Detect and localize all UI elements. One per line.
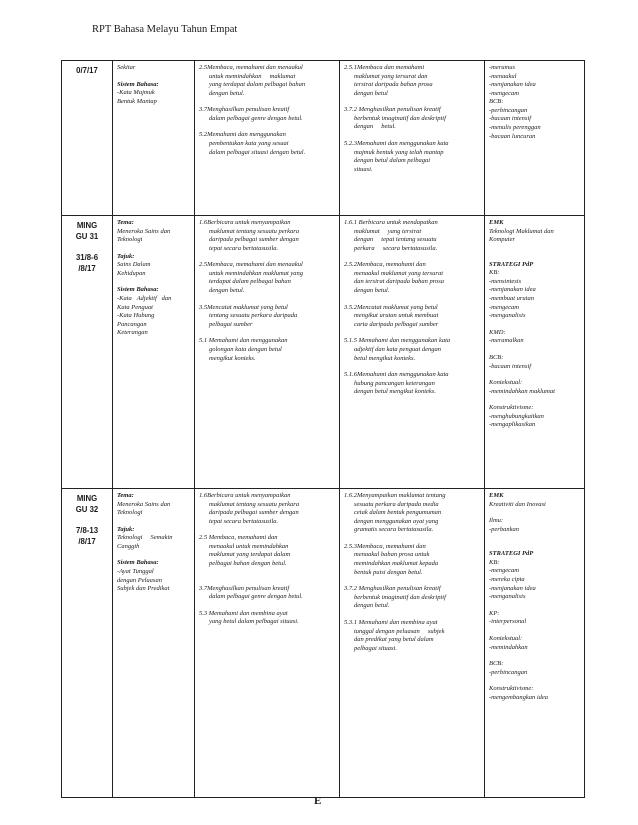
cell-text-line: -Kata Hubung (117, 312, 155, 320)
cell-text-line: KMD: (489, 328, 506, 336)
standard-kandungan-cell (195, 61, 340, 216)
cell-text-line: KB: (489, 269, 500, 277)
week-label: MING (76, 494, 98, 503)
standard-pembelajaran-cell (340, 61, 485, 216)
cell-text-line: maklumat tentang sesuatu perkara (209, 227, 300, 235)
cell-text-line: dalam pelbagai genre dengan betul. (209, 593, 303, 601)
standard-pembelajaran-cell (340, 489, 485, 798)
line-gap (489, 542, 580, 550)
cell-text-line: dengan betul. (209, 89, 245, 97)
cell-text-line: -perbincangan (489, 106, 528, 114)
cell-text-line: menaakul bahan prosa untuk (354, 551, 430, 559)
cell-text-line: 3.5.2Mencatat maklumat yang betul (344, 303, 438, 311)
cell-text-line: Keterangan (117, 329, 148, 337)
cell-text-line: majmuk bentuk yang telah mantap (354, 148, 444, 156)
cell-text-line: 5.3 Memahami dan membina ayat (199, 609, 288, 617)
week-cell (62, 489, 113, 798)
cell-heading: Sistem Bahasa: (117, 559, 159, 567)
cell-text-line: 1.6.2Menyampaikan maklumat tentang (344, 492, 446, 499)
line-gap (344, 363, 480, 371)
cell-text-line: tunggal dengan peluasan subjek (354, 627, 445, 635)
cell-text-line: dalam pelbagai situasi dengan betul. (209, 148, 306, 156)
cell-heading: STRATEGI PdP (489, 260, 534, 268)
cell-text-line: -menjanakan idea (489, 584, 536, 592)
cell-heading: Tajuk: (117, 252, 135, 260)
table-row (62, 489, 585, 798)
cell-heading: Tema: (117, 492, 134, 499)
cell-text-line: -menghubungkaitkan (489, 412, 544, 420)
cell-text-line: pelbagai situasi. (354, 644, 397, 652)
cell-text-line: Pancangan (117, 320, 147, 328)
cell-text-line: Kreativiti dan Inovasi (489, 500, 546, 508)
cell-text-line: Komputer (489, 236, 515, 244)
line-gap (199, 602, 335, 610)
cell-text-line: Meneroka Sains dan (117, 500, 171, 508)
cell-text-line: yang terdapat dalam pelbagai bahan (209, 81, 306, 89)
line-gap (199, 329, 335, 337)
line-gap (117, 551, 190, 559)
cell-text-line: 2.5.2Membaca, memahami dan (344, 261, 426, 269)
cell-text-line: Konstruktivisme: (489, 404, 534, 412)
cell-text-line: tepat secara bertatasusila. (209, 517, 279, 525)
cell-text-line: berbentuk imaginatif dan deskriptif (354, 114, 446, 122)
cell-text-line: mengikut konteks. (209, 354, 256, 362)
cell-text-line: daripada pelbagai sumber dengan (209, 236, 299, 244)
cell-text-line: 2.5Membaca, memahami dan menaakul (199, 64, 303, 71)
cell-text-line: -meramalkan (489, 337, 524, 345)
table-body (62, 61, 585, 798)
page-header: RPT Bahasa Melayu Tahun Empat (92, 24, 238, 35)
cell-text-line: 3.7Menghasilkan penulisan kreatif (199, 584, 290, 592)
tema-tajuk-cell (113, 489, 195, 798)
cell-heading: Tajuk: (117, 525, 135, 533)
cell-text-line: sesuatu perkara daripada media (354, 500, 439, 508)
cell-text-line: KP: (489, 609, 500, 617)
cell-text-line: Teknologi (117, 509, 143, 517)
lesson-plan-table (61, 60, 585, 798)
cell-text-line: -bacaan intensif (489, 115, 532, 123)
week-date: /8/17 (78, 536, 96, 546)
cell-text-line: mengikut urutan untuk membuat (354, 312, 439, 320)
cell-text-line: untuk memindahkan maklumat (209, 72, 296, 80)
line-gap (489, 396, 580, 404)
line-gap (199, 296, 335, 304)
cell-text-line: golongan kata dengan betul (209, 345, 282, 353)
cell-text-line: daripada pelbagai sumber dengan (209, 509, 299, 517)
cell-text-line: 1.6.1 Berbicara untuk mendapatkan (344, 219, 438, 226)
page-number: E (314, 795, 322, 807)
cell-text-line: maklumat yang tersurat dan (354, 72, 428, 80)
cell-text-line: -bacaan intensif (489, 362, 532, 370)
cell-heading: EMK (489, 219, 504, 226)
line-gap (117, 278, 190, 286)
cell-heading: EMK (489, 492, 504, 499)
cell-text-line: dengan tepat tentang sesuatu (354, 236, 437, 244)
cell-text-line: -merumus (489, 64, 515, 71)
line-gap (199, 577, 335, 585)
cell-text-line: 5.3.1 Memahami dan membina ayat (344, 618, 438, 626)
cell-text-line: 2.5 Membaca, memahami dan (199, 534, 278, 542)
cell-text-line: dengan betul. (354, 123, 396, 131)
line-gap (344, 535, 480, 543)
cell-text-line: bentuk puisi dengan betul. (354, 568, 423, 576)
cell-text-line: dan predikat yang betul dalam (354, 636, 434, 644)
cell-text-line: 3.7Menghasilkan penulisan kreatif (199, 106, 290, 114)
cell-text-line: -menjanakan idea (489, 81, 536, 89)
cell-heading: Sistem Bahasa: (117, 80, 159, 88)
cell-text-line: Sekitar (117, 64, 136, 71)
line-gap (489, 509, 580, 517)
line-gap (489, 253, 580, 261)
cell-text-line: maklumat tentang sesuatu perkara (209, 500, 300, 508)
standard-kandungan-cell (195, 216, 340, 489)
cell-text-line: dan tersirat daripada bahan prosa (354, 278, 445, 286)
cell-text-line: pembentukan kata yang sesuai (209, 140, 289, 148)
cell-text-line: pelbagai bahan dengan betul. (209, 560, 287, 568)
cell-text-line: 5.1 Memahami dan menggunakan (199, 337, 288, 345)
cell-text-line: Bentuk Mantap (117, 97, 157, 105)
line-gap (199, 526, 335, 534)
cell-text-line: dengan menggunakan ayat yang (354, 517, 439, 525)
line-gap (199, 569, 335, 577)
cell-text-line: Kehidupan (117, 269, 146, 277)
cell-text-line: Teknologi Semakin (117, 534, 173, 542)
cell-text-line: dengan Peluasan (117, 576, 162, 584)
cell-text-line: KB: (489, 558, 500, 566)
line-gap (489, 321, 580, 329)
cell-text-line: -Ayat Tunggal (117, 568, 154, 576)
line-gap (117, 245, 190, 253)
cell-text-line: dengan betul (354, 89, 388, 97)
cell-text-line: Konstruktivisme: (489, 685, 534, 693)
cell-text-line: dengan betul. (209, 287, 245, 295)
line-gap (199, 253, 335, 261)
line-gap (489, 245, 580, 253)
cell-text-line: -mereka cipta (489, 576, 525, 584)
cell-text-line: Sains Dalam (117, 261, 151, 269)
cell-text-line: Teknologi (117, 236, 143, 244)
cell-text-line: dengan betul. (354, 602, 390, 610)
cell-text-line: memindahkan maklumat kepada (354, 560, 439, 568)
cell-text-line: 3.7.2 Menghasilkan penulisan kreatif (344, 106, 441, 114)
cell-text-line: yang betul dalam pelbagai situasi. (209, 618, 299, 626)
cell-text-line: Subjek dan Predikat (117, 585, 170, 593)
cell-text-line: dengan betul. (354, 287, 390, 295)
catatan-cell (485, 489, 585, 798)
week-cell (62, 61, 113, 216)
line-gap (344, 253, 480, 261)
cell-text-line: gramatis secara bertatasusila. (354, 526, 434, 534)
cell-text-line: 1.6Berbicara untuk menyampaikan (199, 492, 291, 499)
cell-text-line: -menulis perenggan (489, 124, 541, 132)
cell-text-line: terdapat dalam pelbagai bahan (209, 278, 291, 286)
line-gap (489, 652, 580, 660)
cell-text-line: Kata Penguat (117, 303, 153, 311)
standard-kandungan-cell (195, 489, 340, 798)
cell-text-line: berbentuk imaginatif dan deskriptif (354, 593, 446, 601)
catatan-cell (485, 61, 585, 216)
cell-text-line: 5.1.6Memahami dan menggunakan kata (344, 371, 449, 379)
cell-text-line: cetak dalam bentuk pengumuman (354, 509, 442, 517)
cell-text-line: situasi. (354, 165, 373, 173)
line-gap (489, 346, 580, 354)
cell-text-line: Teknologi Maklumat dan (489, 227, 554, 235)
cell-text-line: Canggih (117, 542, 140, 550)
cell-text-line: adjektif dan kata penguat dengan (354, 345, 442, 353)
cell-text-line: -perbincangan (489, 668, 528, 676)
cell-text-line: untuk memindahkan maklumat yang (209, 269, 304, 277)
cell-text-line: maklumat yang tersirat (354, 227, 422, 235)
cell-text-line: 5.2Memahami dan menggunakan (199, 131, 286, 139)
cell-text-line: -menjanakan idea (489, 286, 536, 294)
line-gap (344, 98, 480, 106)
week-label: GU 31 (75, 231, 99, 241)
line-gap (199, 98, 335, 106)
cell-text-line: BCB: (489, 98, 504, 106)
cell-heading: STRATEGI PdP (489, 550, 534, 558)
cell-text-line: BCB: (489, 353, 504, 361)
cell-text-line: dalam pelbagai genre dengan betul. (209, 114, 303, 122)
cell-text-line: -Kata Majmuk (117, 89, 155, 97)
line-gap (344, 329, 480, 337)
cell-text-line: Kontekstual: (489, 379, 523, 387)
line-gap (489, 602, 580, 610)
line-gap (344, 296, 480, 304)
cell-text-line: -mengecam (489, 567, 519, 575)
line-gap (344, 132, 480, 140)
line-gap (344, 577, 480, 585)
cell-text-line: carta daripada pelbagai sumber (354, 320, 439, 328)
cell-text-line: 3.5Mencatat maklumat yang betul (199, 303, 288, 311)
catatan-cell (485, 216, 585, 489)
cell-text-line: -Kata Adjektif dan (117, 295, 172, 303)
week-label: MING (76, 221, 98, 230)
cell-text-line: -mengembangkan idea (489, 693, 549, 701)
cell-text-line: hubung pancangan keterangan (354, 379, 435, 387)
cell-text-line: -menaakul (489, 72, 517, 80)
cell-text-line: 3.7.2 Menghasilkan penulisan kreatif (344, 585, 441, 593)
cell-text-line: -menganalisis (489, 593, 526, 601)
line-gap (489, 534, 580, 542)
cell-text-line: -mengecam (489, 89, 519, 97)
week-label: GU 32 (75, 504, 99, 514)
cell-text-line: -bacaan luncuran (489, 132, 536, 140)
cell-text-line: perkara secara bertatasusila. (354, 244, 438, 252)
cell-text-line: Kontekstual: (489, 634, 523, 642)
cell-text-line: -menganalisis (489, 312, 526, 320)
cell-text-line: menaakul maklumat yang tersurat (354, 269, 444, 277)
cell-text-line: -memindahkan maklumat (489, 387, 555, 395)
week-date: /8/17 (78, 263, 96, 273)
cell-text-line: 5.2.3Memahami dan menggunakan kata (344, 140, 449, 148)
cell-heading: Sistem Bahasa: (117, 286, 159, 294)
cell-heading: Tema: (117, 219, 134, 226)
cell-text-line: -interpersonal (489, 618, 527, 626)
table-row (62, 216, 585, 489)
cell-text-line: menaakul untuk memindahkan (209, 542, 289, 550)
week-label: 0/7/17 (76, 66, 98, 75)
cell-text-line: 2.5.1Membaca dan memahami (344, 64, 425, 71)
cell-text-line: 5.1.5 Memahami dan menggunakan kata (344, 337, 451, 345)
standard-pembelajaran-cell (340, 216, 485, 489)
cell-text-line: tentang sesuatu perkara daripada (209, 312, 298, 320)
cell-text-line: -perbankan (489, 525, 519, 533)
cell-text-line: Ilmu: (489, 517, 504, 525)
line-gap (489, 371, 580, 379)
cell-text-line: Meneroka Sains dan (117, 227, 171, 235)
week-cell (62, 216, 113, 489)
cell-text-line: -mensintesis (489, 277, 522, 285)
cell-text-line: 2.5Membaca, memahami dan menaakul (199, 261, 303, 269)
tema-tajuk-cell (113, 216, 195, 489)
line-gap (344, 611, 480, 619)
cell-text-line: -memindahkan (489, 643, 528, 651)
line-gap (117, 73, 190, 81)
cell-text-line: tepat secara bertatasusila. (209, 244, 279, 252)
line-gap (489, 627, 580, 635)
cell-text-line: 1.6Berbicara untuk menyampaikan (199, 219, 291, 226)
cell-text-line: -mengecam (489, 303, 519, 311)
tema-tajuk-cell (113, 61, 195, 216)
cell-text-line: pelbagai sumber (209, 320, 253, 328)
cell-text-line: maklumat yang terdapat dalam (209, 551, 291, 559)
line-gap (199, 123, 335, 131)
cell-text-line: dengan betul dalam pelbagai (354, 157, 431, 165)
cell-text-line: 2.5.3Membaca, memahami dan (344, 542, 426, 550)
cell-text-line: -mengaplikasikan (489, 421, 536, 429)
cell-text-line: betul mengikut konteks. (354, 354, 416, 362)
table-row (62, 61, 585, 216)
line-gap (489, 677, 580, 685)
cell-text-line: -membuat urutan (489, 295, 534, 303)
week-date: 7/8-13 (75, 526, 99, 536)
cell-text-line: BCB: (489, 660, 504, 668)
week-date: 31/8-6 (75, 253, 99, 263)
line-gap (117, 518, 190, 526)
cell-text-line: tersirat daripada bahan prosa (354, 81, 433, 89)
cell-text-line: dengan betul mengikut konteks. (354, 388, 436, 396)
